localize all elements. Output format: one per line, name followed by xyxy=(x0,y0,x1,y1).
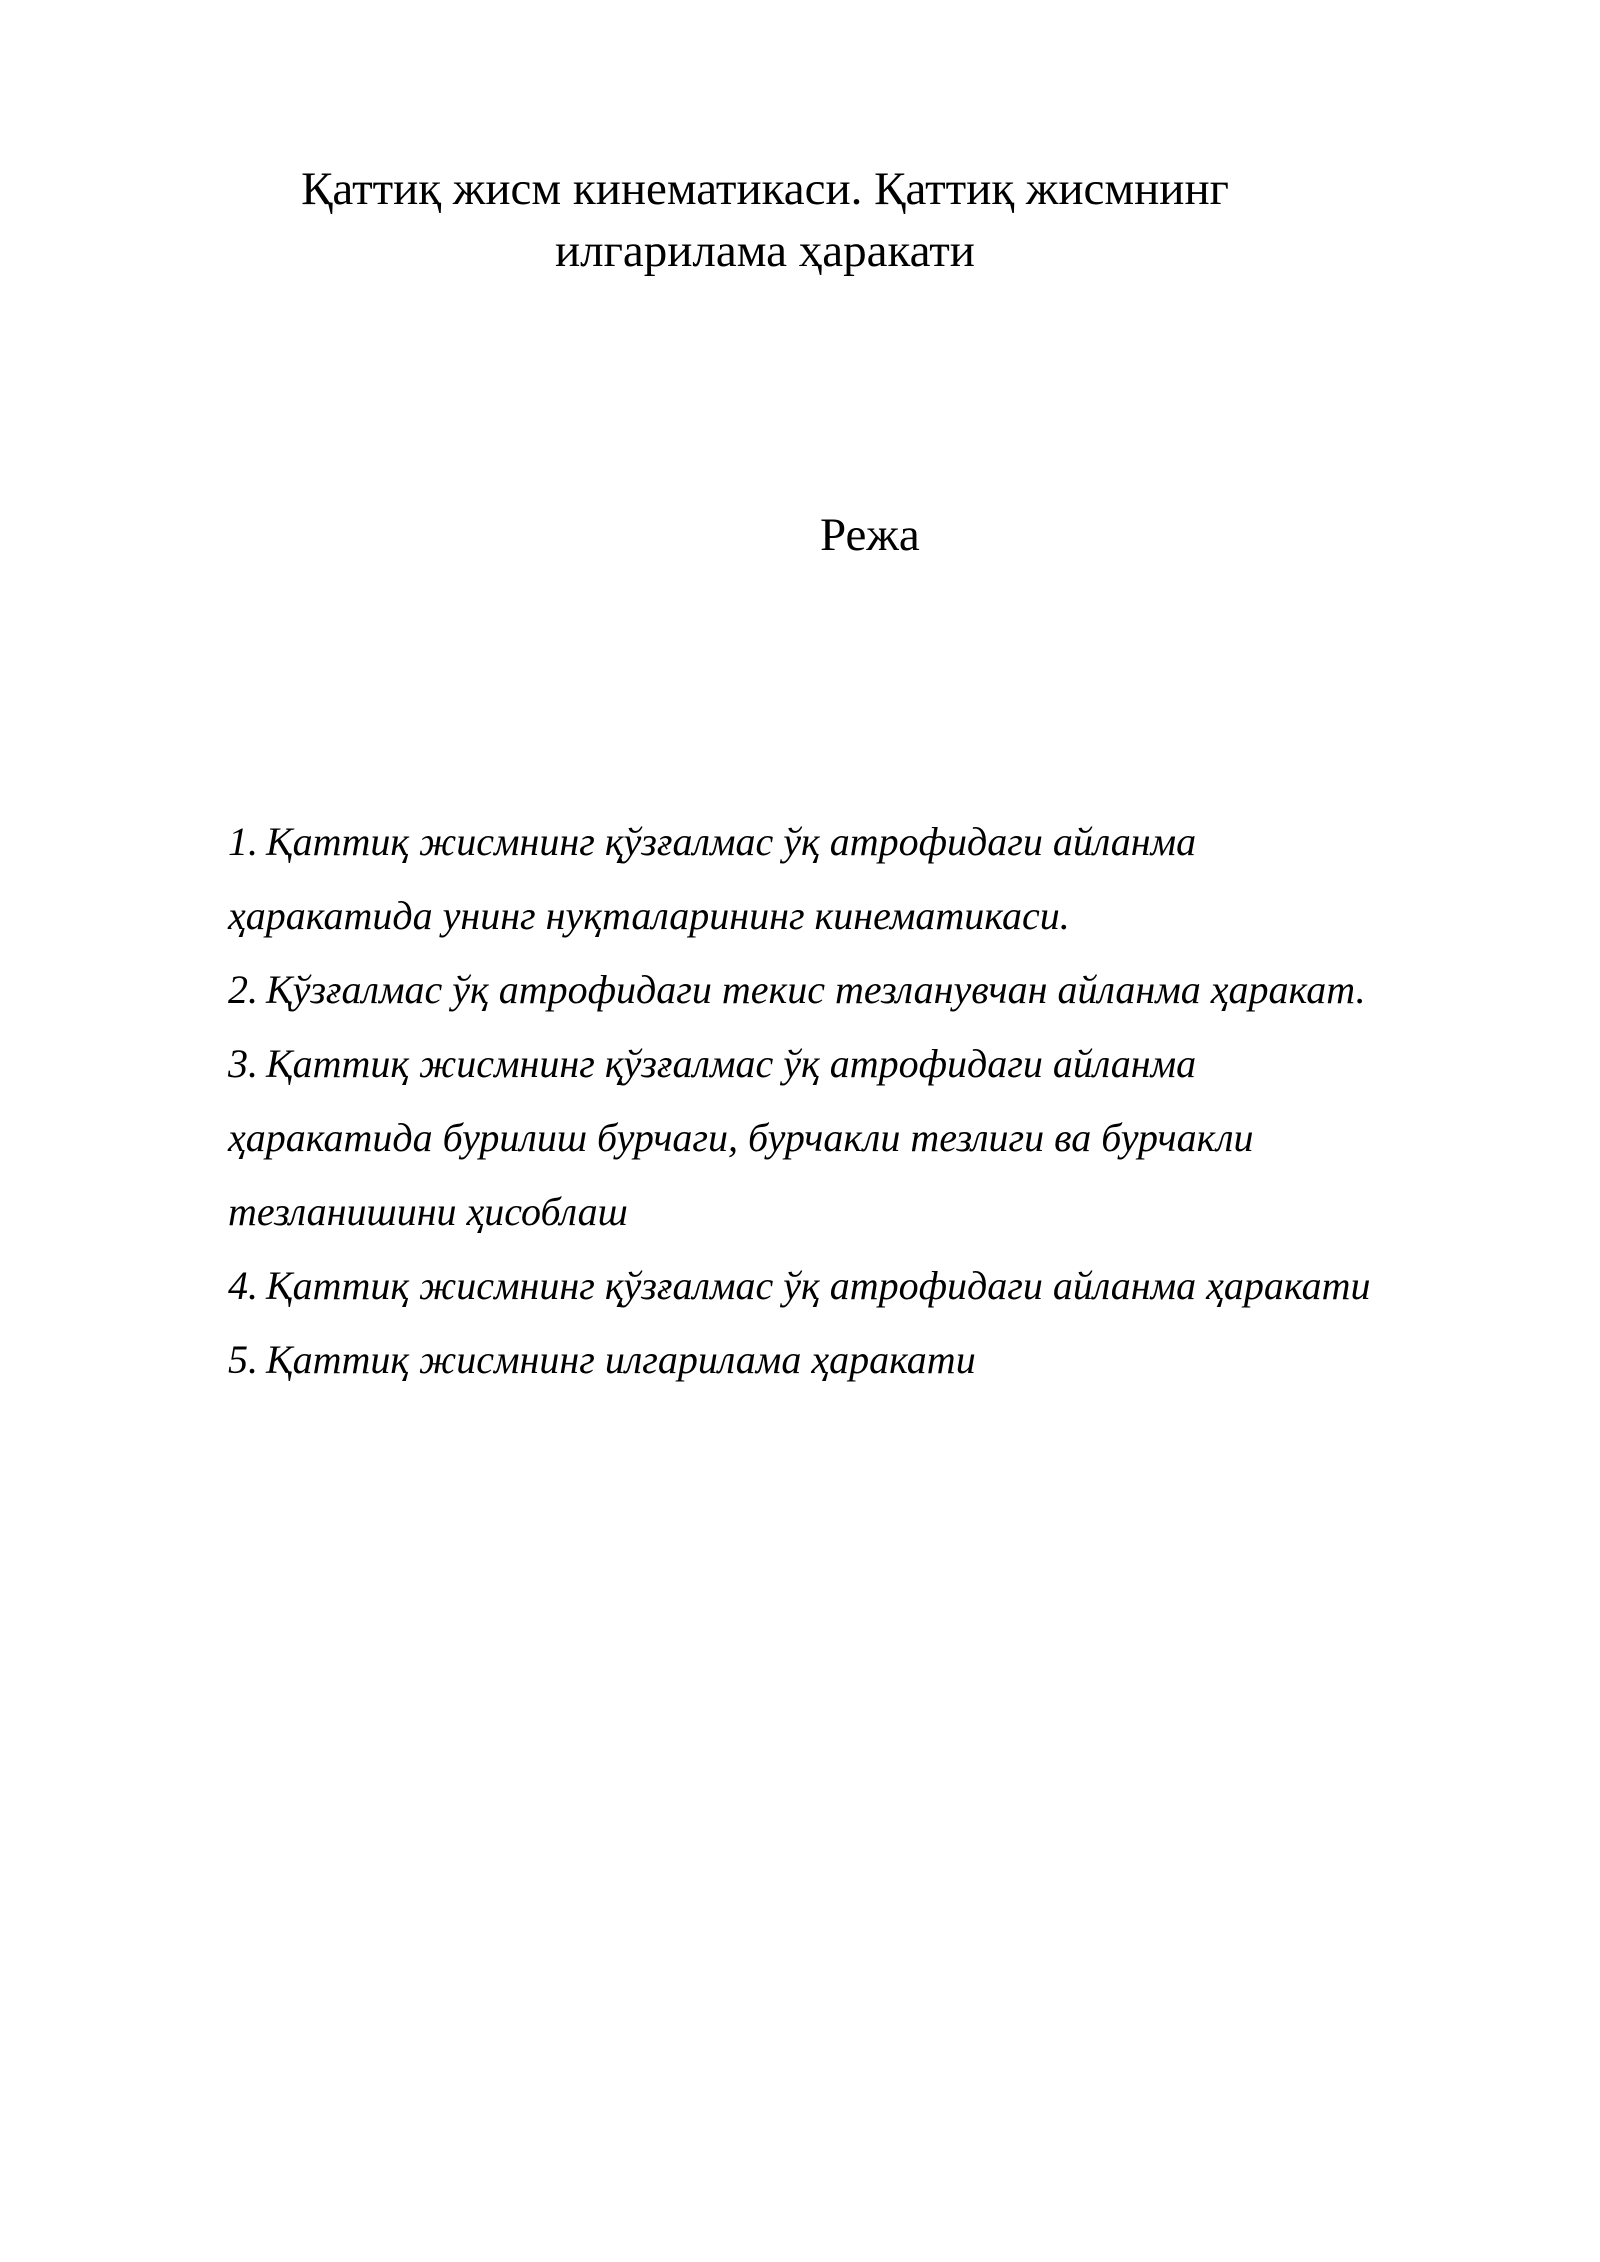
plan-item-5 xyxy=(228,1323,1498,1397)
plan-item-2 xyxy=(228,953,1498,1027)
plan-item-text: тезланишини ҳисоблаш xyxy=(228,1189,628,1234)
plan-item-text: Қаттиқ жисмнинг қўзғалмас ўқ атрофидаги айланма xyxy=(266,819,1197,864)
plan-item-text: Қаттиқ жисмнинг илгарилама ҳаракати xyxy=(266,1337,976,1382)
plan-item-3 xyxy=(228,1027,1498,1249)
title-line-2: илгарилама ҳаракати xyxy=(555,225,975,277)
plan-item-4 xyxy=(228,1249,1498,1323)
plan-item-number: 1. xyxy=(228,819,258,864)
plan-item-number: 3. xyxy=(228,1041,258,1086)
title-line-1: Қаттиқ жисм кинематикаси. Қаттиқ жисмнинг xyxy=(301,163,1229,215)
plan-heading: Режа xyxy=(820,509,920,561)
plan-item-text: ҳаракатида унинг нуқталарининг кинематикаси. xyxy=(228,893,1070,938)
plan-item-number: 5. xyxy=(228,1337,258,1382)
plan-item-text: Қўзғалмас ўқ атрофидаги текис тезланувчан айланма ҳаракат. xyxy=(266,967,1366,1012)
plan-item-text: ҳаракатида бурилиш бурчаги, бурчакли тезлиги ва бурчакли xyxy=(228,1115,1254,1160)
plan-item-text: Қаттиқ жисмнинг қўзғалмас ўқ атрофидаги айланма xyxy=(266,1041,1197,1086)
plan-list xyxy=(228,805,1498,1397)
plan-item-text: Қаттиқ жисмнинг қўзғалмас ўқ атрофидаги айланма ҳаракати xyxy=(266,1263,1371,1308)
plan-item-1 xyxy=(228,805,1498,953)
document-title xyxy=(200,158,1330,282)
plan-item-number: 2. xyxy=(228,967,258,1012)
plan-item-number: 4. xyxy=(228,1263,258,1308)
